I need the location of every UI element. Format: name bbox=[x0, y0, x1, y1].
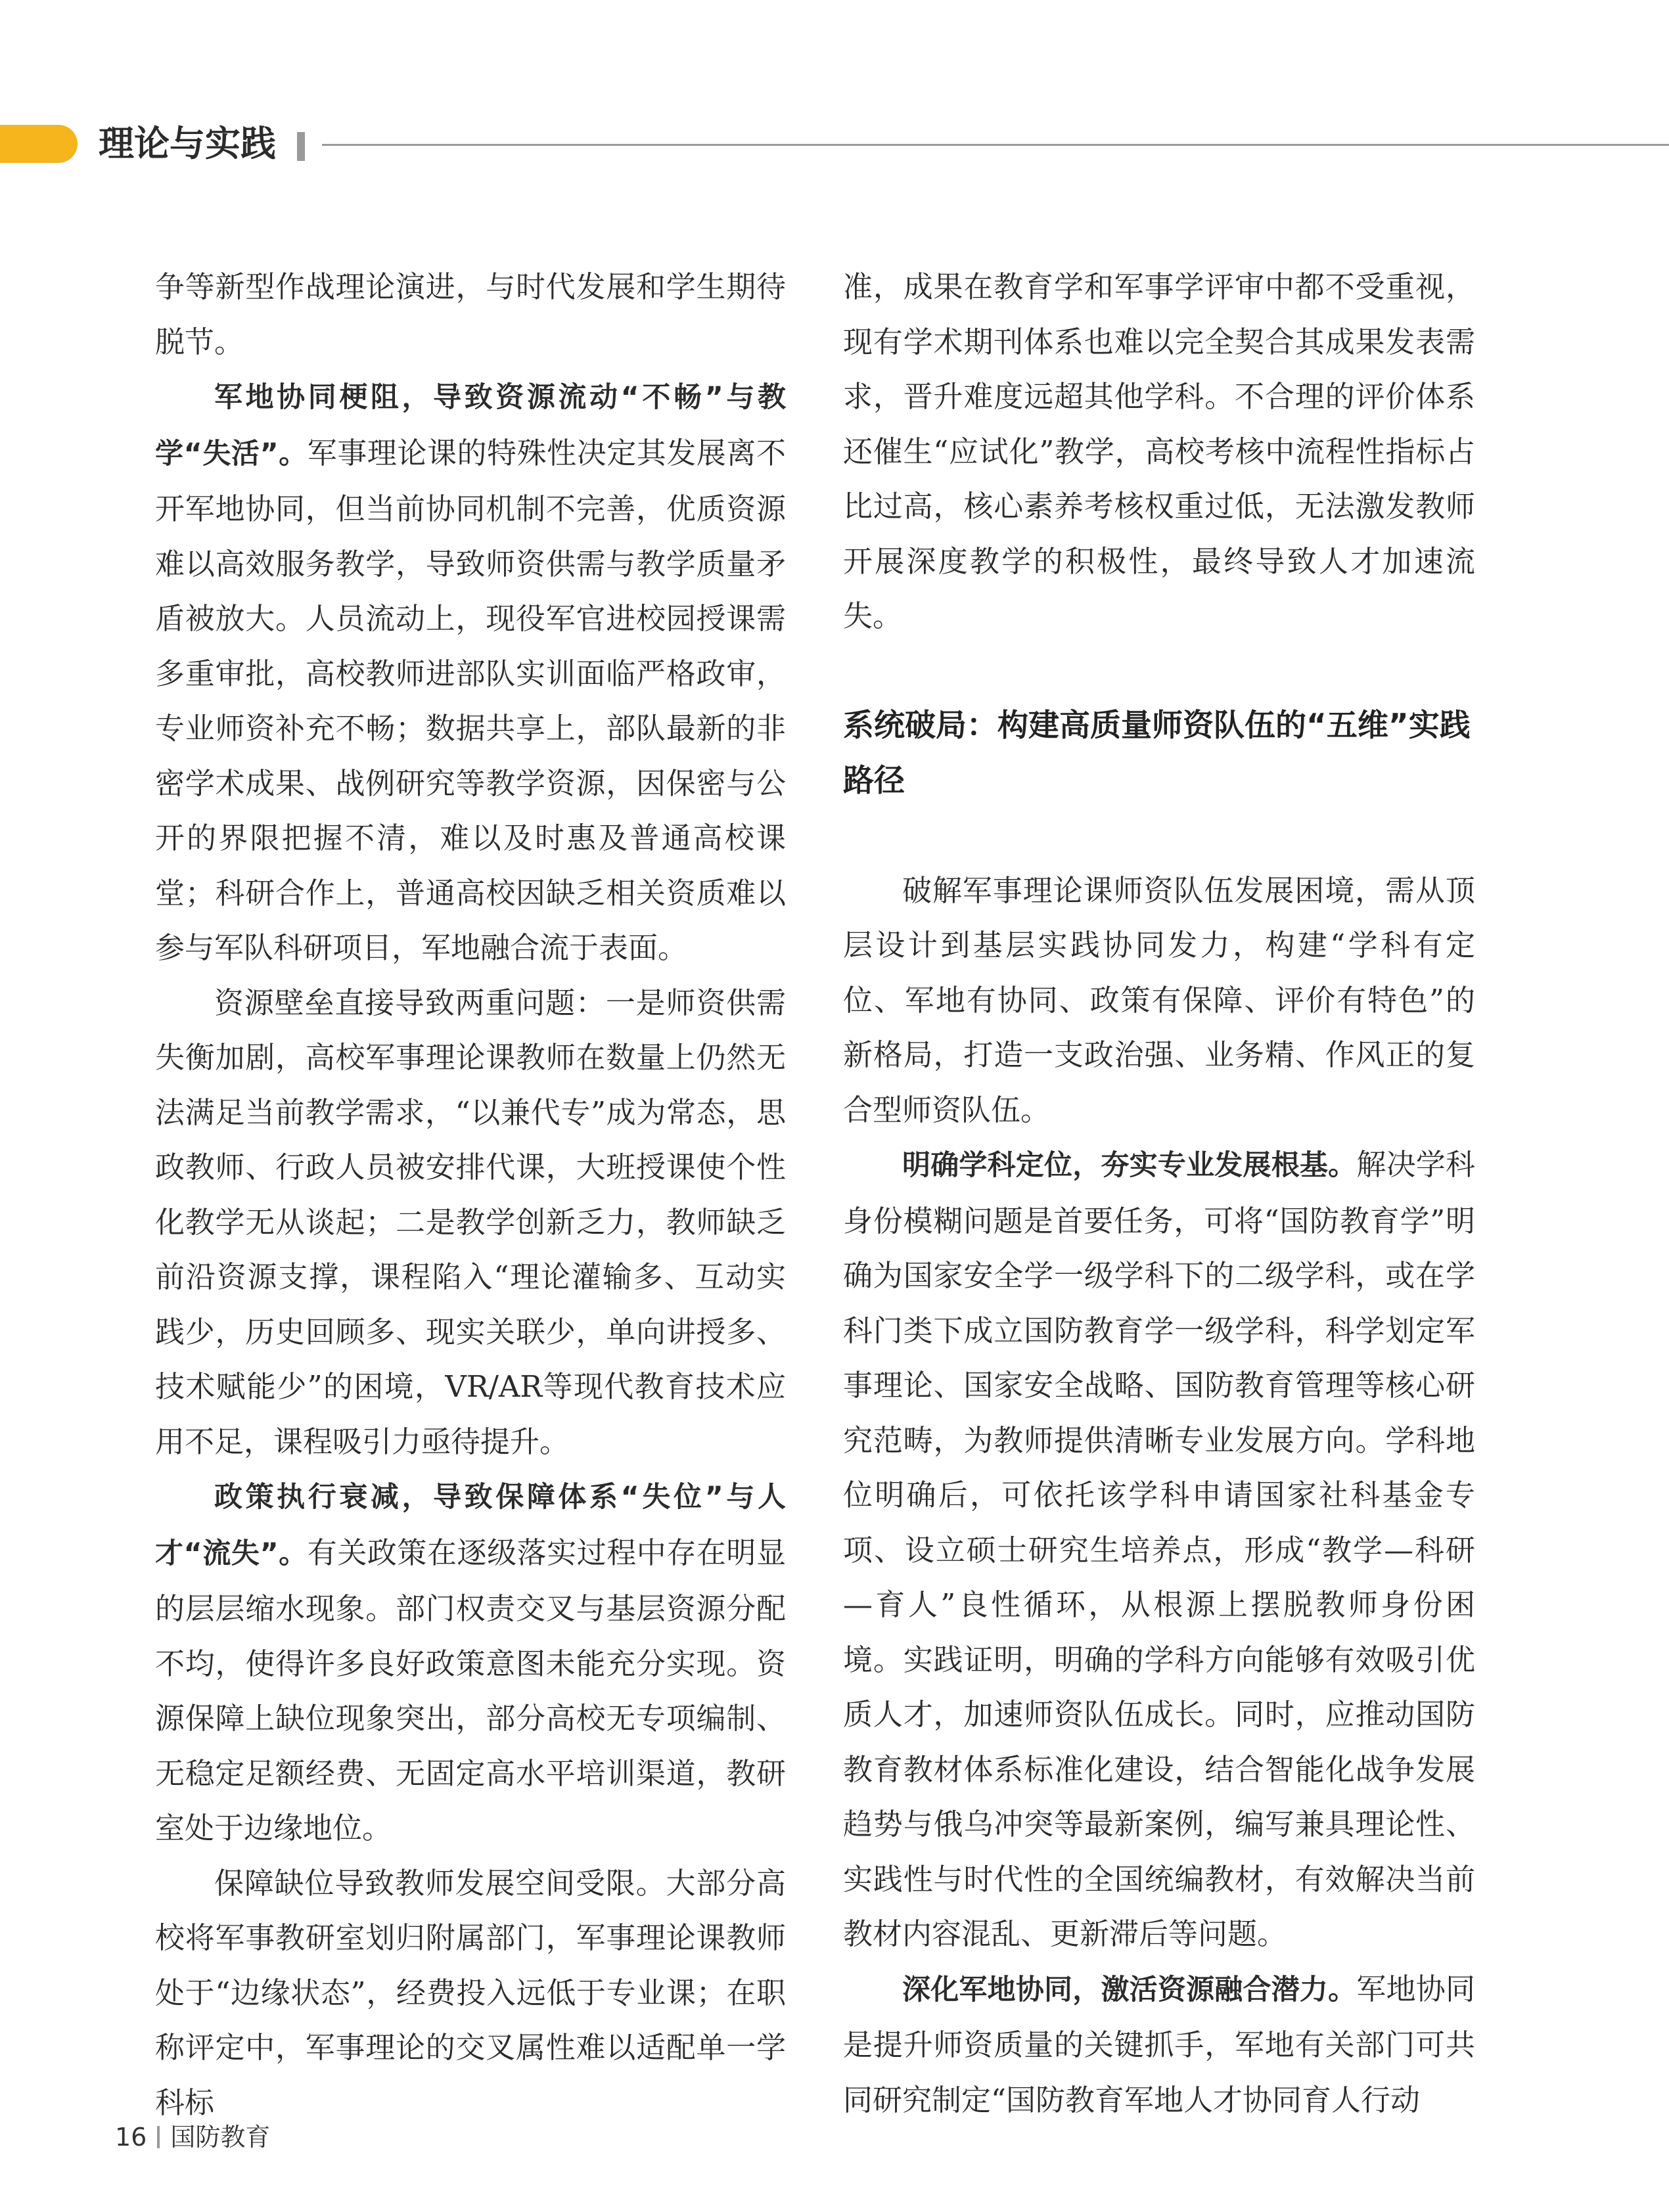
paragraph bbox=[843, 863, 1475, 1138]
paragraph bbox=[155, 1856, 786, 2131]
page-footer bbox=[115, 2119, 270, 2156]
section-tab-marker bbox=[0, 125, 78, 163]
paragraph-lead: 军地协同梗阻，导致资源流动“不畅”与教学“失活”。 bbox=[155, 381, 786, 470]
section-title: 理论与实践 bbox=[99, 123, 276, 164]
paragraph-text: 资源壁垒直接导致两重问题：一是师资供需失衡加剧，高校军事理论课教师在数量上仍然无法满足当前教学需求，“以兼代专”成为常态，思政教师、行政人员被安排代课，大班授课使个性化教学无从谈起；二是教学创新乏力，教师缺乏前沿资源支撑，课程陷入“理论灌输多、互动实践少，历史回顾多、现实关联少，单向讲授多、技术赋能少”的困境，VR/AR等现代教育技术应用不足，课程吸引力亟待提升。 bbox=[155, 985, 786, 1459]
section-heading: 系统破局：构建高质量师资队伍的“五维”实践路径 bbox=[843, 708, 1471, 799]
paragraph-text: 军事理论课的特殊性决定其发展离不开军地协同，但当前协同机制不完善，优质资源难以高效服务教学，导致师资供需与教学质量矛盾被放大。人员流动上，现役军官进校园授课需多重审批，高校教师进部队实训面临严格政审，专业师资补充不畅；数据共享上，部队最新的非密学术成果、战例研究等教学资源，因保密与公开的界限把握不清，难以及时惠及普通高校课堂；科研合作上，普通高校因缺乏相关资质难以参与军队科研项目，军地融合流于表面。 bbox=[155, 435, 786, 965]
paragraph-lead: 深化军地协同，激活资源融合潜力。 bbox=[902, 1973, 1357, 2006]
paragraph-lead: 明确学科定位，夯实专业发展根基。 bbox=[902, 1149, 1357, 1182]
paragraph bbox=[843, 1962, 1475, 2128]
paragraph-text: 军地协同是提升师资质量的关键抓手，军地有关部门可共同研究制定“国防教育军地人才协同育人行动 bbox=[843, 1971, 1475, 2117]
header-rule-line bbox=[322, 144, 1669, 146]
magazine-name: 国防教育 bbox=[170, 2123, 271, 2152]
paragraph bbox=[155, 260, 786, 369]
paragraph-text: 破解军事理论课师资队伍发展困境，需从顶层设计到基层实践协同发力，构建“学科有定位、军地有协同、政策有保障、评价有特色”的新格局，打造一支政治强、业务精、作风正的复合型师资队伍。 bbox=[843, 872, 1475, 1127]
paragraph-text: 准，成果在教育学和军事学评审中都不受重视，现有学术期刊体系也难以完全契合其成果发表需求，晋升难度远超其他学科。不合理的评价体系还催生“应试化”教学，高校考核中流程性指标占比过高，核心素养考核权重过低，无法激发教师开展深度教学的积极性，最终导致人才加速流失。 bbox=[843, 269, 1475, 633]
left-column bbox=[155, 260, 786, 2130]
paragraph-text: 有关政策在逐级落实过程中存在明显的层层缩水现象。部门权责交叉与基层资源分配不均，使得许多良好政策意图未能充分实现。资源保障上缺位现象突出，部分高校无专项编制、无稳定足额经费、无固定高水平培训渠道，教研室处于边缘地位。 bbox=[155, 1535, 786, 1845]
paragraph-lead: 政策执行衰减，导致保障体系“失位”与人才“流失”。 bbox=[155, 1481, 786, 1570]
spacer bbox=[843, 808, 1475, 863]
paragraph bbox=[843, 1137, 1475, 1962]
header-divider-bar bbox=[297, 132, 305, 161]
paragraph bbox=[155, 369, 786, 976]
paragraph bbox=[155, 1469, 786, 1856]
paragraph bbox=[155, 976, 786, 1470]
paragraph-text: 保障缺位导致教师发展空间受限。大部分高校将军事教研室划归附属部门，军事理论课教师处于“边缘状态”，经费投入远低于专业课；在职称评定中，军事理论的交叉属性难以适配单一学科标 bbox=[155, 1865, 786, 2120]
right-column bbox=[843, 260, 1475, 2127]
footer-divider bbox=[157, 2126, 160, 2148]
paragraph-text: 解决学科身份模糊问题是首要任务，可将“国防教育学”明确为国家安全学一级学科下的二级学科，或在学科门类下成立国防教育学一级学科，科学划定军事理论、国家安全战略、国防教育管理等核心研究范畴，为教师提供清晰专业发展方向。学科地位明确后，可依托该学科申请国家社科基金专项、设立硕士研究生培养点，形成“教学—科研—育人”良性循环，从根源上摆脱教师身份困境。实践证明，明确的学科方向能够有效吸引优质人才，加速师资队伍成长。同时，应推动国防教育教材体系标准化建设，结合智能化战争发展趋势与俄乌冲突等最新案例，编写兼具理论性、实践性与时代性的全国统编教材，有效解决当前教材内容混乱、更新滞后等问题。 bbox=[843, 1147, 1475, 1951]
paragraph bbox=[843, 260, 1475, 644]
spacer bbox=[843, 644, 1475, 699]
paragraph-text: 争等新型作战理论演进，与时代发展和学生期待脱节。 bbox=[155, 269, 786, 359]
page-number: 16 bbox=[115, 2123, 147, 2152]
